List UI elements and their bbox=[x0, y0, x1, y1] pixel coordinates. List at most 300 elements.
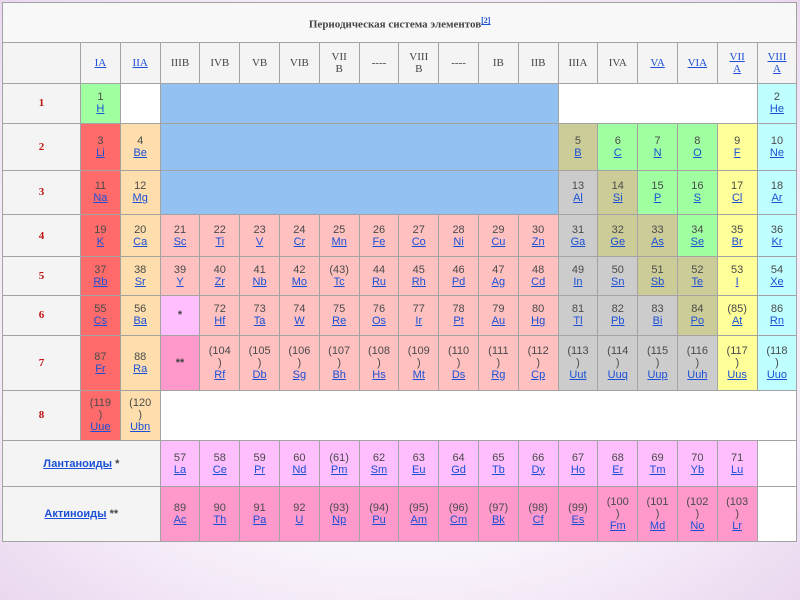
atomic-number: (43) bbox=[329, 263, 349, 276]
empty-cell bbox=[757, 487, 797, 542]
atomic-number: 14 bbox=[611, 180, 624, 193]
element-cell bbox=[518, 440, 558, 486]
element-symbol-link[interactable]: In bbox=[573, 275, 583, 288]
element-cell bbox=[518, 295, 558, 335]
element-cell bbox=[279, 257, 319, 295]
element-symbol-link[interactable]: Ac bbox=[173, 514, 187, 527]
period-number: 5 bbox=[3, 257, 81, 295]
element-symbol-link[interactable]: Sm bbox=[370, 463, 388, 476]
element-symbol-link[interactable]: Rf bbox=[214, 368, 226, 381]
atomic-number: 30 bbox=[532, 223, 545, 236]
atomic-number: (112 ) bbox=[527, 344, 549, 369]
element-symbol-link[interactable]: W bbox=[294, 315, 305, 328]
element-cell bbox=[240, 336, 280, 391]
series-label bbox=[3, 487, 161, 542]
series-name-link[interactable]: Лантаноиды bbox=[43, 457, 112, 470]
element-symbol-link[interactable]: Pr bbox=[254, 463, 266, 476]
element-symbol-link[interactable]: Ubn bbox=[130, 421, 151, 434]
atomic-number: 48 bbox=[532, 263, 545, 276]
element-cell bbox=[558, 336, 598, 391]
element-cell bbox=[200, 487, 240, 542]
atomic-number: 18 bbox=[770, 180, 784, 193]
element-cell bbox=[518, 257, 558, 295]
atomic-number: 92 bbox=[293, 502, 306, 515]
element-cell bbox=[120, 295, 160, 335]
atomic-number: (95) bbox=[408, 502, 429, 515]
element-symbol-link[interactable]: Cp bbox=[531, 368, 546, 381]
atomic-number: 5 bbox=[574, 134, 582, 147]
element-symbol-link[interactable]: Ni bbox=[453, 235, 464, 248]
period-row bbox=[3, 295, 797, 335]
element-symbol-link[interactable]: Li bbox=[96, 146, 105, 159]
element-symbol-link[interactable]: Uup bbox=[647, 368, 668, 381]
element-cell bbox=[757, 170, 797, 214]
group-header[interactable] bbox=[120, 43, 160, 83]
element-symbol-link[interactable]: Tb bbox=[491, 463, 505, 476]
atomic-number: 44 bbox=[372, 263, 386, 276]
element-symbol-link[interactable]: Na bbox=[93, 192, 108, 205]
element-symbol-link[interactable]: Th bbox=[213, 514, 227, 527]
element-symbol-link[interactable]: Po bbox=[690, 315, 705, 328]
atomic-number: (110 ) bbox=[447, 344, 470, 369]
element-cell bbox=[200, 257, 240, 295]
element-symbol-link[interactable]: Cf bbox=[532, 514, 544, 527]
element-symbol-link[interactable]: Bi bbox=[652, 315, 663, 328]
element-symbol-link[interactable]: Zr bbox=[214, 275, 225, 288]
periodic-table bbox=[2, 2, 797, 542]
atomic-number: 87 bbox=[94, 350, 107, 363]
element-cell bbox=[359, 336, 399, 391]
group-header-link[interactable]: VIII A bbox=[767, 51, 787, 76]
element-symbol-link[interactable]: Fe bbox=[372, 235, 386, 248]
atomic-number: (103 ) bbox=[726, 496, 749, 521]
element-symbol-link[interactable]: Y bbox=[176, 275, 184, 288]
element-cell bbox=[240, 295, 280, 335]
element-cell bbox=[638, 257, 678, 295]
element-symbol-link[interactable]: Tl bbox=[573, 315, 583, 328]
element-cell bbox=[81, 257, 121, 295]
element-symbol-link[interactable]: Ti bbox=[215, 235, 225, 248]
element-symbol-link[interactable]: Yb bbox=[690, 463, 705, 476]
element-cell bbox=[717, 295, 757, 335]
element-symbol-link[interactable]: Zn bbox=[531, 235, 545, 248]
element-symbol-link[interactable]: Mt bbox=[412, 368, 425, 381]
group-header-link[interactable]: VA bbox=[650, 57, 665, 70]
element-symbol-link[interactable]: Dy bbox=[531, 463, 545, 476]
element-cell bbox=[638, 124, 678, 170]
corner-cell bbox=[3, 43, 81, 83]
element-symbol-link[interactable]: Sn bbox=[611, 275, 625, 288]
series-name-link[interactable]: Актиноиды bbox=[44, 508, 107, 521]
atomic-number: (105 ) bbox=[248, 344, 271, 369]
element-symbol-link[interactable]: Ho bbox=[570, 463, 585, 476]
atomic-number: 29 bbox=[492, 223, 505, 236]
atomic-number: (100 ) bbox=[606, 496, 629, 521]
element-cell bbox=[757, 214, 797, 256]
element-cell bbox=[677, 487, 717, 542]
element-symbol-link[interactable]: Ca bbox=[133, 235, 148, 248]
element-symbol-link[interactable]: Sg bbox=[292, 368, 307, 381]
group-header[interactable] bbox=[638, 43, 678, 83]
series-row bbox=[3, 440, 797, 486]
atomic-number: 8 bbox=[694, 134, 701, 147]
group-header[interactable] bbox=[81, 43, 121, 83]
atomic-number: 54 bbox=[770, 263, 784, 276]
atomic-number: 23 bbox=[253, 223, 266, 236]
atomic-number: 58 bbox=[213, 451, 226, 464]
atomic-number: 12 bbox=[134, 180, 147, 193]
element-symbol-link[interactable]: No bbox=[690, 520, 705, 533]
element-symbol-link[interactable]: Nd bbox=[292, 463, 307, 476]
element-symbol-link[interactable]: Eu bbox=[412, 463, 426, 476]
atomic-number: (117 ) bbox=[726, 344, 748, 369]
element-symbol-link[interactable]: Ge bbox=[610, 235, 626, 248]
element-symbol-link[interactable]: Sc bbox=[173, 235, 187, 248]
element-symbol-link[interactable]: Ru bbox=[371, 275, 386, 288]
element-symbol-link[interactable]: Bh bbox=[332, 368, 346, 381]
element-symbol-link[interactable]: Fm bbox=[609, 520, 626, 533]
group-header: VII B bbox=[319, 43, 359, 83]
atomic-number: 34 bbox=[691, 223, 704, 236]
element-symbol-link[interactable]: Bk bbox=[491, 514, 505, 527]
element-symbol-link[interactable]: Rg bbox=[491, 368, 506, 381]
element-symbol-link[interactable]: Cd bbox=[531, 275, 546, 288]
element-cell bbox=[638, 440, 678, 486]
element-symbol-link[interactable]: Ds bbox=[451, 368, 466, 381]
element-cell bbox=[677, 214, 717, 256]
element-symbol-link[interactable]: Uuo bbox=[766, 368, 788, 381]
atomic-number: 19 bbox=[94, 223, 107, 236]
title-reference-link[interactable]: [2] bbox=[481, 15, 491, 25]
element-symbol-link[interactable]: As bbox=[651, 235, 664, 248]
atomic-number: (96) bbox=[448, 502, 469, 515]
element-cell bbox=[558, 124, 598, 170]
element-cell bbox=[399, 487, 439, 542]
atomic-number: 11 bbox=[94, 180, 107, 193]
atomic-number: 75 bbox=[333, 303, 346, 316]
atomic-number: 81 bbox=[571, 303, 585, 316]
element-symbol-link[interactable]: I bbox=[735, 275, 739, 288]
atomic-number: 40 bbox=[213, 263, 226, 276]
element-symbol-link[interactable]: Cl bbox=[731, 192, 743, 205]
element-symbol-link[interactable]: Gd bbox=[451, 463, 466, 476]
atomic-number: 63 bbox=[412, 451, 425, 464]
element-symbol-link[interactable]: Au bbox=[491, 315, 506, 328]
element-cell bbox=[638, 170, 678, 214]
element-symbol-link[interactable]: Lr bbox=[732, 520, 743, 533]
element-symbol-link[interactable]: Uue bbox=[90, 421, 111, 434]
element-cell bbox=[558, 295, 598, 335]
group-header-row bbox=[3, 43, 797, 83]
element-cell bbox=[757, 83, 797, 123]
atomic-number: 78 bbox=[452, 303, 465, 316]
element-symbol-link[interactable]: Cs bbox=[93, 315, 108, 328]
element-cell bbox=[319, 295, 359, 335]
element-cell bbox=[677, 124, 717, 170]
element-cell bbox=[478, 295, 518, 335]
element-symbol-link[interactable]: V bbox=[255, 235, 264, 248]
atomic-number: (107 ) bbox=[328, 344, 351, 369]
atomic-number: 51 bbox=[651, 263, 664, 276]
element-symbol-link[interactable]: Re bbox=[332, 315, 347, 328]
series-row bbox=[3, 487, 797, 542]
period-number: 8 bbox=[3, 390, 81, 440]
group-header: IB bbox=[478, 43, 518, 83]
element-cell bbox=[717, 336, 757, 391]
element-cell bbox=[598, 440, 638, 486]
element-symbol-link[interactable]: Sb bbox=[650, 275, 665, 288]
element-symbol-link[interactable]: Cr bbox=[293, 235, 306, 248]
element-symbol-link[interactable]: Fr bbox=[95, 362, 106, 375]
atomic-number: 84 bbox=[691, 303, 704, 316]
element-cell bbox=[319, 336, 359, 391]
element-symbol-link[interactable]: Uus bbox=[727, 368, 747, 381]
element-symbol-link[interactable]: Ne bbox=[769, 146, 784, 159]
element-symbol-link[interactable]: O bbox=[693, 146, 702, 159]
element-cell bbox=[598, 336, 638, 391]
element-symbol-link[interactable]: Cm bbox=[450, 514, 468, 527]
atomic-number: 20 bbox=[134, 223, 147, 236]
element-cell bbox=[598, 295, 638, 335]
atomic-number: (114 ) bbox=[607, 344, 629, 369]
atomic-number: (115 ) bbox=[646, 344, 669, 369]
table-title-text: Периодическая система элементов bbox=[308, 18, 482, 31]
element-symbol-link[interactable]: Co bbox=[411, 235, 426, 248]
element-symbol-link[interactable]: B bbox=[574, 146, 582, 159]
element-symbol-link[interactable]: F bbox=[733, 146, 741, 159]
element-cell bbox=[81, 336, 121, 391]
group-header-link[interactable]: VIA bbox=[687, 57, 708, 70]
element-cell bbox=[518, 336, 558, 391]
element-cell bbox=[399, 336, 439, 391]
element-cell bbox=[439, 440, 479, 486]
empty-cell bbox=[558, 83, 757, 123]
atomic-number: 2 bbox=[773, 91, 781, 104]
atomic-number: 83 bbox=[651, 303, 664, 316]
element-symbol-link[interactable]: Rb bbox=[93, 275, 108, 288]
atomic-number: 91 bbox=[253, 502, 266, 515]
element-cell bbox=[279, 295, 319, 335]
table-title bbox=[3, 3, 797, 43]
element-cell bbox=[478, 257, 518, 295]
element-symbol-link[interactable]: Sr bbox=[134, 275, 146, 288]
element-cell bbox=[120, 124, 160, 170]
group-header: ---- bbox=[439, 43, 479, 83]
element-cell bbox=[478, 336, 518, 391]
element-symbol-link[interactable]: P bbox=[653, 192, 662, 205]
element-symbol-link[interactable]: Md bbox=[649, 520, 666, 533]
element-symbol-link[interactable]: Hs bbox=[372, 368, 386, 381]
group-header[interactable] bbox=[677, 43, 717, 83]
element-cell bbox=[359, 295, 399, 335]
element-cell bbox=[120, 214, 160, 256]
element-symbol-link[interactable]: Cu bbox=[491, 235, 506, 248]
atomic-number: (119 ) bbox=[89, 397, 111, 422]
actinide-marker: ** bbox=[160, 336, 200, 391]
element-symbol-link[interactable]: Pu bbox=[372, 514, 386, 527]
atomic-number: (85) bbox=[727, 303, 747, 316]
atomic-number: 21 bbox=[173, 223, 187, 236]
empty-cell bbox=[160, 390, 797, 440]
atomic-number: 80 bbox=[532, 303, 545, 316]
element-cell bbox=[638, 214, 678, 256]
atomic-number: (106 ) bbox=[288, 344, 311, 369]
atomic-number: (104 ) bbox=[208, 344, 231, 369]
element-symbol-link[interactable]: Rh bbox=[411, 275, 426, 288]
element-symbol-link[interactable]: Db bbox=[252, 368, 267, 381]
atomic-number: 16 bbox=[691, 180, 704, 193]
element-symbol-link[interactable]: Ce bbox=[212, 463, 227, 476]
atomic-number: (94) bbox=[369, 502, 389, 515]
element-symbol-link[interactable]: Ta bbox=[253, 315, 266, 328]
atomic-number: 17 bbox=[731, 180, 744, 193]
atomic-number: 67 bbox=[571, 451, 585, 464]
element-symbol-link[interactable]: Np bbox=[332, 514, 347, 527]
atomic-number: 73 bbox=[253, 303, 266, 316]
element-symbol-link[interactable]: C bbox=[613, 146, 622, 159]
period-row bbox=[3, 170, 797, 214]
element-cell bbox=[518, 214, 558, 256]
element-cell bbox=[279, 440, 319, 486]
element-cell bbox=[717, 440, 757, 486]
element-cell bbox=[558, 214, 598, 256]
atomic-number: 39 bbox=[173, 263, 187, 276]
atomic-number: 7 bbox=[654, 134, 661, 147]
element-symbol-link[interactable]: Pd bbox=[451, 275, 466, 288]
element-symbol-link[interactable]: Xe bbox=[770, 275, 784, 288]
element-symbol-link[interactable]: At bbox=[731, 315, 743, 328]
element-symbol-link[interactable]: La bbox=[173, 463, 187, 476]
element-symbol-link[interactable]: Te bbox=[691, 275, 704, 288]
element-symbol-link[interactable]: Lu bbox=[731, 463, 744, 476]
element-symbol-link[interactable]: Pt bbox=[453, 315, 464, 328]
element-symbol-link[interactable]: Nb bbox=[252, 275, 267, 288]
atomic-number: 9 bbox=[734, 134, 741, 147]
element-symbol-link[interactable]: Tm bbox=[649, 463, 666, 476]
element-cell bbox=[120, 257, 160, 295]
element-symbol-link[interactable]: Ga bbox=[570, 235, 586, 248]
period-number: 3 bbox=[3, 170, 81, 214]
element-symbol-link[interactable]: N bbox=[653, 146, 662, 159]
element-symbol-link[interactable]: Am bbox=[410, 514, 428, 527]
element-cell bbox=[81, 170, 121, 214]
element-cell bbox=[240, 257, 280, 295]
element-cell bbox=[638, 295, 678, 335]
element-symbol-link[interactable]: Pm bbox=[330, 463, 348, 476]
atomic-number: 89 bbox=[173, 502, 187, 515]
element-cell bbox=[677, 440, 717, 486]
element-symbol-link[interactable]: Mo bbox=[291, 275, 308, 288]
element-cell bbox=[598, 214, 638, 256]
element-symbol-link[interactable]: Uuq bbox=[607, 368, 628, 381]
transition-gap-cell bbox=[160, 124, 558, 170]
element-symbol-link[interactable]: Tc bbox=[333, 275, 345, 288]
atomic-number: 56 bbox=[134, 303, 147, 316]
element-symbol-link[interactable]: Kr bbox=[771, 235, 783, 248]
atomic-number: 86 bbox=[770, 303, 784, 316]
element-symbol-link[interactable]: U bbox=[295, 514, 304, 527]
element-symbol-link[interactable]: Mn bbox=[331, 235, 347, 248]
element-symbol-link[interactable]: Br bbox=[731, 235, 743, 248]
element-symbol-link[interactable]: Hf bbox=[214, 315, 226, 328]
periodic-table-body bbox=[3, 3, 797, 542]
element-symbol-link[interactable]: Er bbox=[612, 463, 624, 476]
group-header: VB bbox=[240, 43, 280, 83]
period-row bbox=[3, 214, 797, 256]
element-cell bbox=[677, 336, 717, 391]
element-symbol-link[interactable]: Be bbox=[133, 146, 147, 159]
element-symbol-link[interactable]: Ir bbox=[415, 315, 423, 328]
empty-cell bbox=[757, 440, 797, 486]
element-symbol-link[interactable]: Hg bbox=[531, 315, 546, 328]
element-symbol-link[interactable]: Os bbox=[371, 315, 386, 328]
element-cell bbox=[81, 295, 121, 335]
atomic-number: 57 bbox=[173, 451, 187, 464]
atomic-number: (101 ) bbox=[646, 496, 669, 521]
element-cell bbox=[638, 336, 678, 391]
element-symbol-link[interactable]: Pa bbox=[252, 514, 267, 527]
group-header-link[interactable]: VII A bbox=[729, 51, 745, 76]
atomic-number: 41 bbox=[253, 263, 266, 276]
element-cell bbox=[757, 124, 797, 170]
element-symbol-link[interactable]: Es bbox=[571, 514, 585, 527]
element-cell bbox=[120, 390, 160, 440]
element-symbol-link[interactable]: Mg bbox=[132, 192, 148, 205]
group-header-link[interactable]: IA bbox=[94, 57, 107, 70]
period-row bbox=[3, 257, 797, 295]
element-cell bbox=[240, 487, 280, 542]
element-cell bbox=[200, 440, 240, 486]
atomic-number: 1 bbox=[97, 91, 104, 104]
element-symbol-link[interactable]: Ag bbox=[491, 275, 506, 288]
element-symbol-link[interactable]: K bbox=[96, 235, 105, 248]
element-cell bbox=[81, 214, 121, 256]
element-symbol-link[interactable]: S bbox=[693, 192, 702, 205]
atomic-number: (120 ) bbox=[129, 397, 152, 422]
element-symbol-link[interactable]: H bbox=[96, 103, 105, 116]
element-cell bbox=[399, 440, 439, 486]
element-symbol-link[interactable]: Uuh bbox=[687, 368, 708, 381]
atomic-number: 65 bbox=[492, 451, 505, 464]
element-cell bbox=[120, 336, 160, 391]
element-symbol-link[interactable]: Se bbox=[690, 235, 705, 248]
series-label bbox=[3, 440, 161, 486]
element-cell bbox=[717, 214, 757, 256]
empty-cell bbox=[120, 83, 160, 123]
atomic-number: 66 bbox=[532, 451, 545, 464]
element-cell bbox=[81, 390, 121, 440]
element-symbol-link[interactable]: Al bbox=[573, 192, 583, 205]
element-symbol-link[interactable]: Uut bbox=[569, 368, 587, 381]
group-header[interactable] bbox=[757, 43, 797, 83]
group-header[interactable] bbox=[717, 43, 757, 83]
group-header-link[interactable]: IIA bbox=[132, 57, 148, 70]
atomic-number: 25 bbox=[333, 223, 346, 236]
element-cell bbox=[598, 487, 638, 542]
group-header: VIB bbox=[279, 43, 319, 83]
element-symbol-link[interactable]: Ra bbox=[133, 362, 148, 375]
element-cell bbox=[399, 257, 439, 295]
element-symbol-link[interactable]: Si bbox=[612, 192, 623, 205]
atomic-number: 60 bbox=[293, 451, 306, 464]
element-symbol-link[interactable]: Ar bbox=[771, 192, 783, 205]
element-symbol-link[interactable]: He bbox=[769, 103, 784, 116]
element-symbol-link[interactable]: Pb bbox=[611, 315, 625, 328]
atomic-number: 72 bbox=[213, 303, 226, 316]
atomic-number: (93) bbox=[329, 502, 349, 515]
element-symbol-link[interactable]: Ba bbox=[133, 315, 147, 328]
element-symbol-link[interactable]: Rn bbox=[769, 315, 784, 328]
